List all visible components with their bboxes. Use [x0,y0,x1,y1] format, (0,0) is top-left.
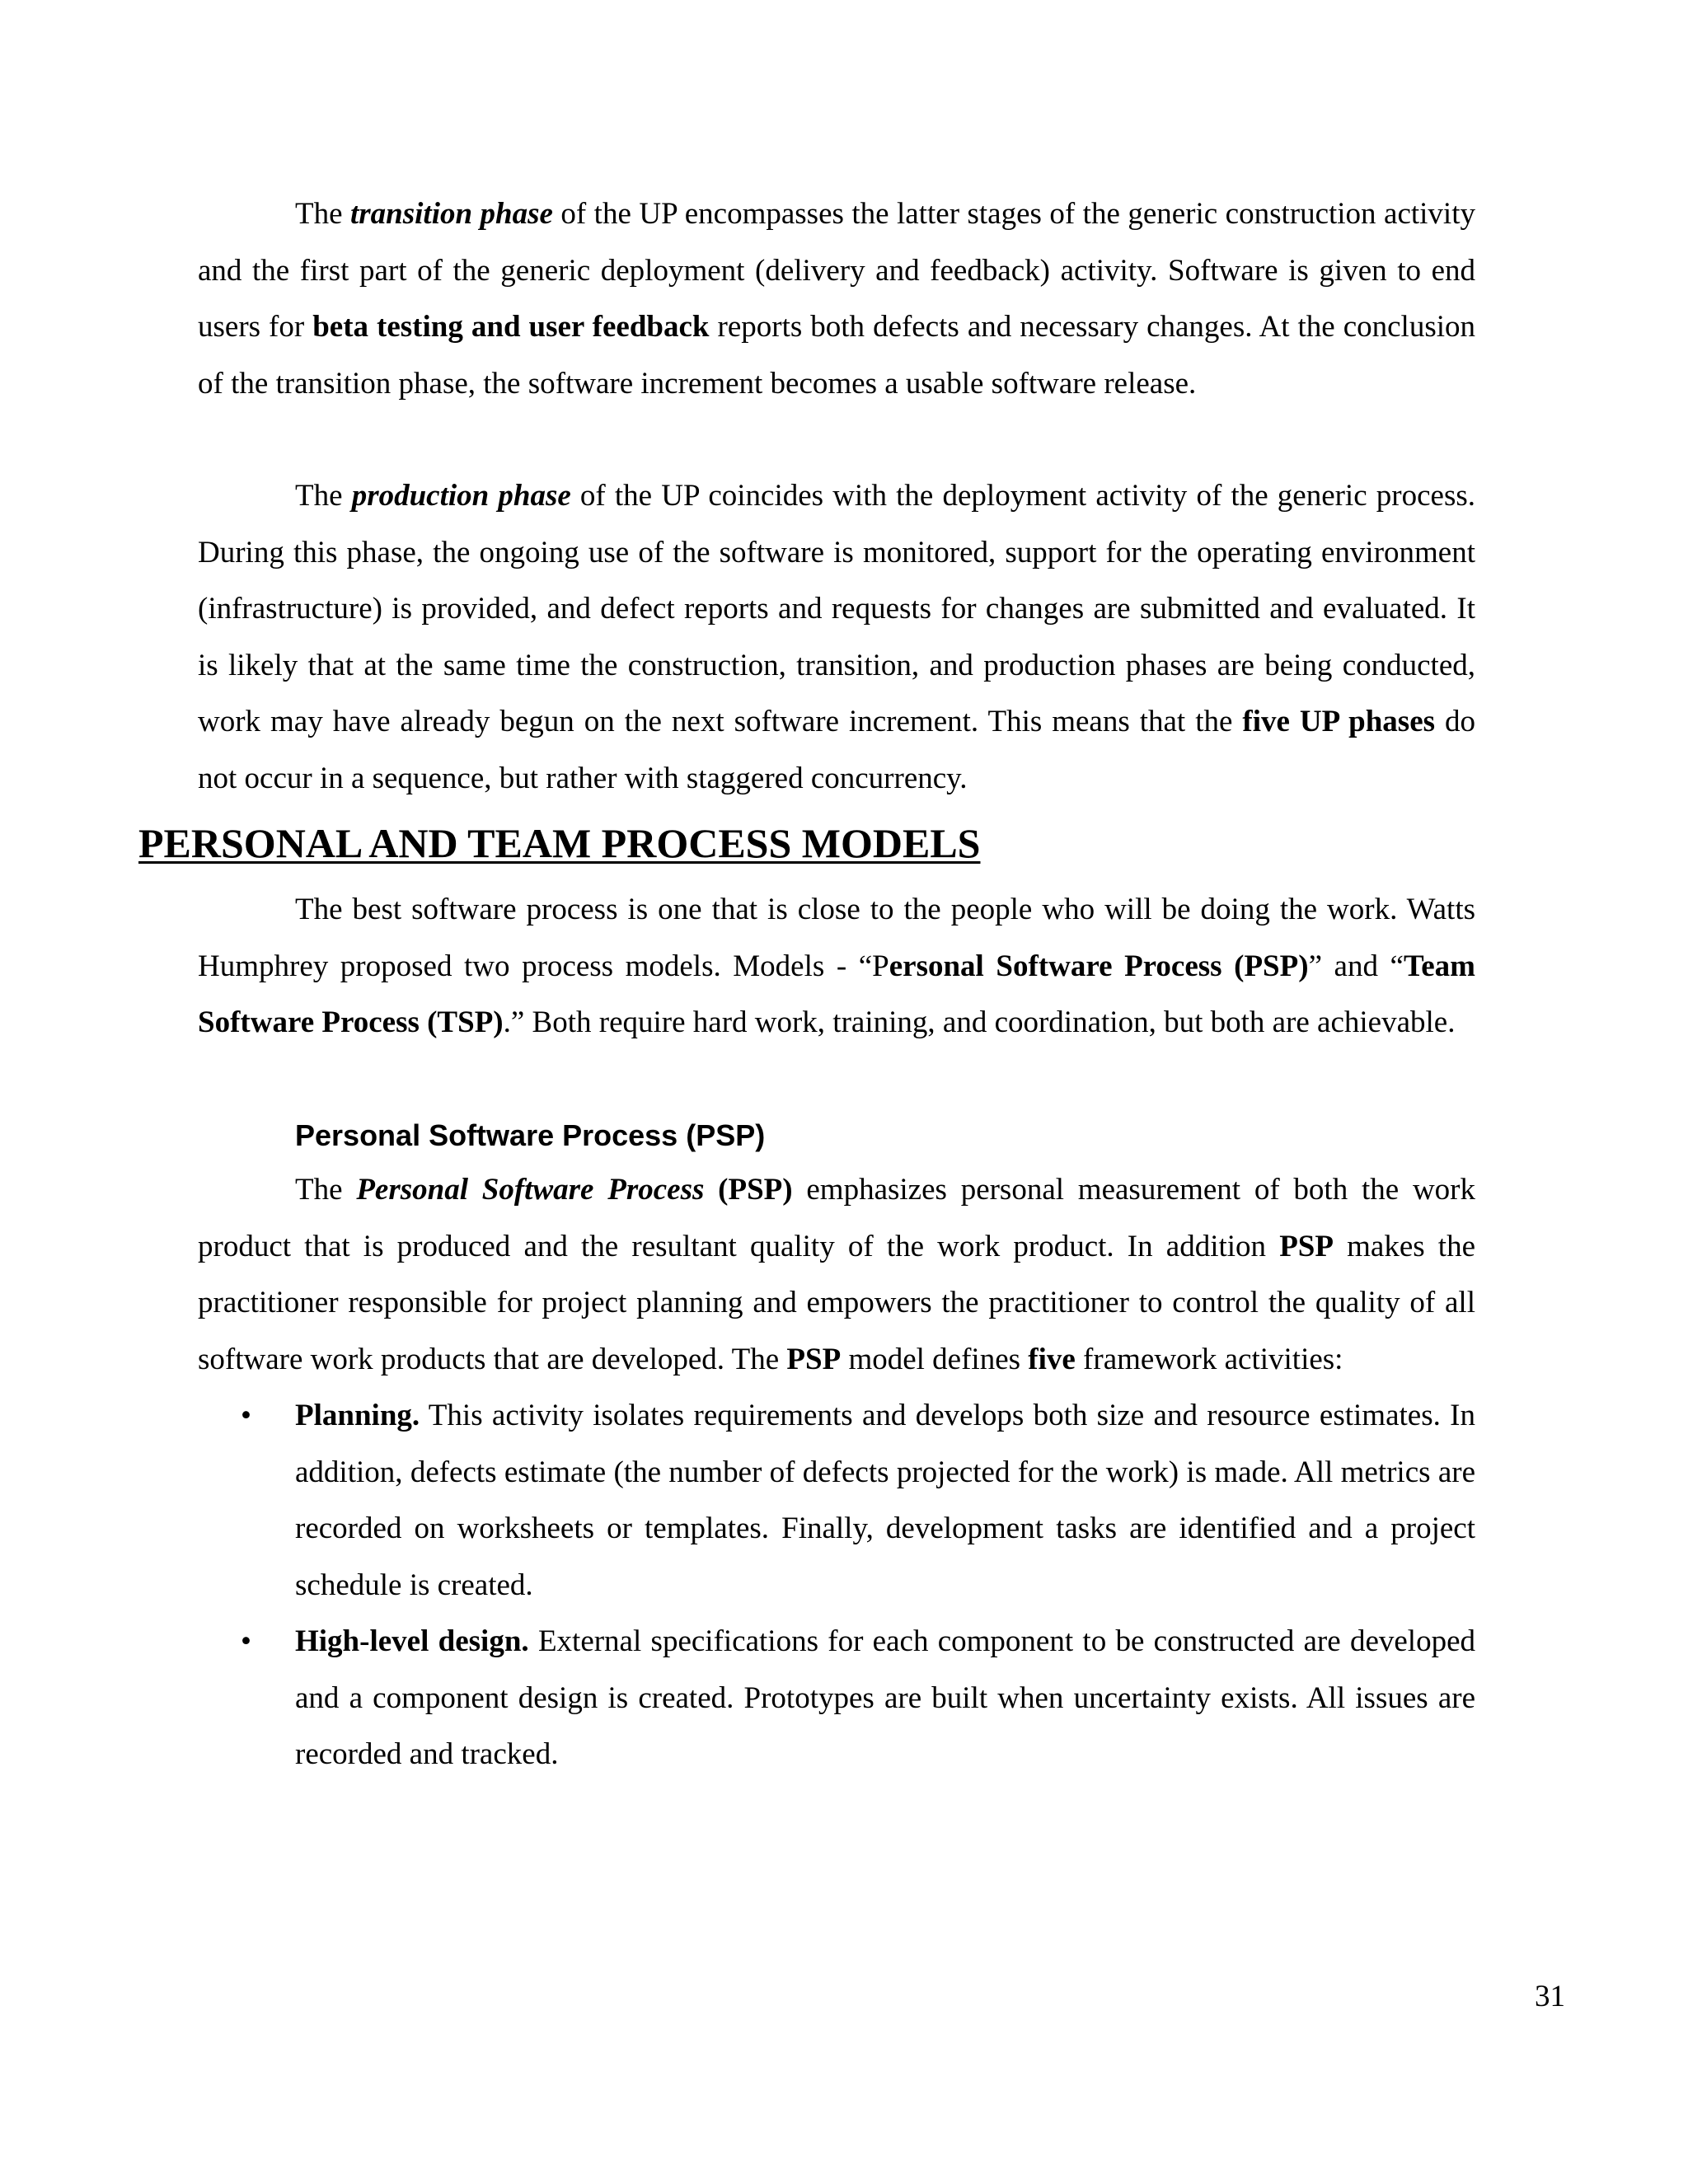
emphasis-term: Personal Software Process [356,1173,705,1207]
text-run: framework activities: [1075,1342,1343,1376]
text-run: The best software process is one that is close to the people who will be doing the work. Watts Humphrey proposed two process models. Models - “P [198,893,1475,983]
text-run [704,1173,718,1207]
emphasis-term: production phase [351,479,571,513]
page-number: 31 [1535,1980,1565,2013]
list-item-text: This activity isolates requirements and develops both size and resource estimates. In addition, defects estimate (the number of defects projected for the work) is made. All metrics are recorded on worksheets or templates. Finally, development tasks are identified and a project schedule is created. [295,1399,1475,1602]
list-item-text: External specifications for each component to be constructed are developed and a component design is created. Prototypes are built when uncertainty exists. All issues are recorded and tracked. [295,1624,1475,1771]
paragraph-transition-phase [198,186,1475,412]
text-run: The [295,479,352,513]
list-item [241,1614,1475,1783]
text-run: reports both defects and necessary changes. At the conclusion of the transition phase, the software increment becomes a usable software release. [198,310,1475,401]
list-item [241,1388,1475,1614]
bold-term: (PSP) [718,1173,793,1207]
framework-activities-list [241,1388,1475,1783]
bold-term: PSP [786,1342,842,1376]
bold-term: Team Software Process (TSP) [198,949,1475,1039]
text-run: emphasizes personal measurement of both the work product that is produced and the resultant quality of the work product. In addition [198,1173,1476,1263]
text-run: ” and “ [1308,949,1404,983]
subsection-heading: Personal Software Process (PSP) [295,1118,766,1152]
emphasis-term: transition phase [350,197,553,231]
bullet-icon: • [241,1399,251,1432]
bold-term: ersonal Software Process (PSP) [889,949,1309,983]
text-run: of the UP encompasses the latter stages of the generic construction activity and the first part of the generic deployment (delivery and feedback) activity. Software is given to end users for [198,197,1475,344]
text-run: model defines [841,1342,1029,1376]
text-run: of the UP coincides with the deployment activity of the generic process. During this phase, the ongoing use of the software is monitored, support for the operating environment (infrastructure) is provided, and defect reports and requests for changes are submitted and evaluated. It is likely that at the same time the construction, transition, and production phases are being conducted, work may have already begun on the next software increment. This means that the [198,479,1475,738]
paragraph-psp [198,1162,1475,1388]
text-run: The [295,1173,357,1207]
list-item-title: High-level design. [295,1624,529,1658]
bold-term: PSP [1279,1229,1334,1263]
paragraph-process-models-intro [198,882,1475,1052]
bold-term: five [1028,1342,1076,1376]
bold-term: five UP phases [1242,705,1436,738]
text-run: .” Both require hard work, training, and coordination, but both are achievable. [503,1005,1456,1039]
bold-term: beta testing and user feedback [312,310,710,344]
section-heading: PERSONAL AND TEAM PROCESS MODELS [138,820,981,866]
text-run: The [295,197,350,231]
text-run: makes the practitioner responsible for project planning and empowers the practitioner to control the quality of all software work products that are developed. The [198,1229,1475,1376]
text-run: do not occur in a sequence, but rather with staggered concurrency. [198,705,1475,795]
bullet-icon: • [241,1624,251,1658]
paragraph-production-phase [198,468,1475,807]
list-item-title: Planning. [295,1399,420,1432]
